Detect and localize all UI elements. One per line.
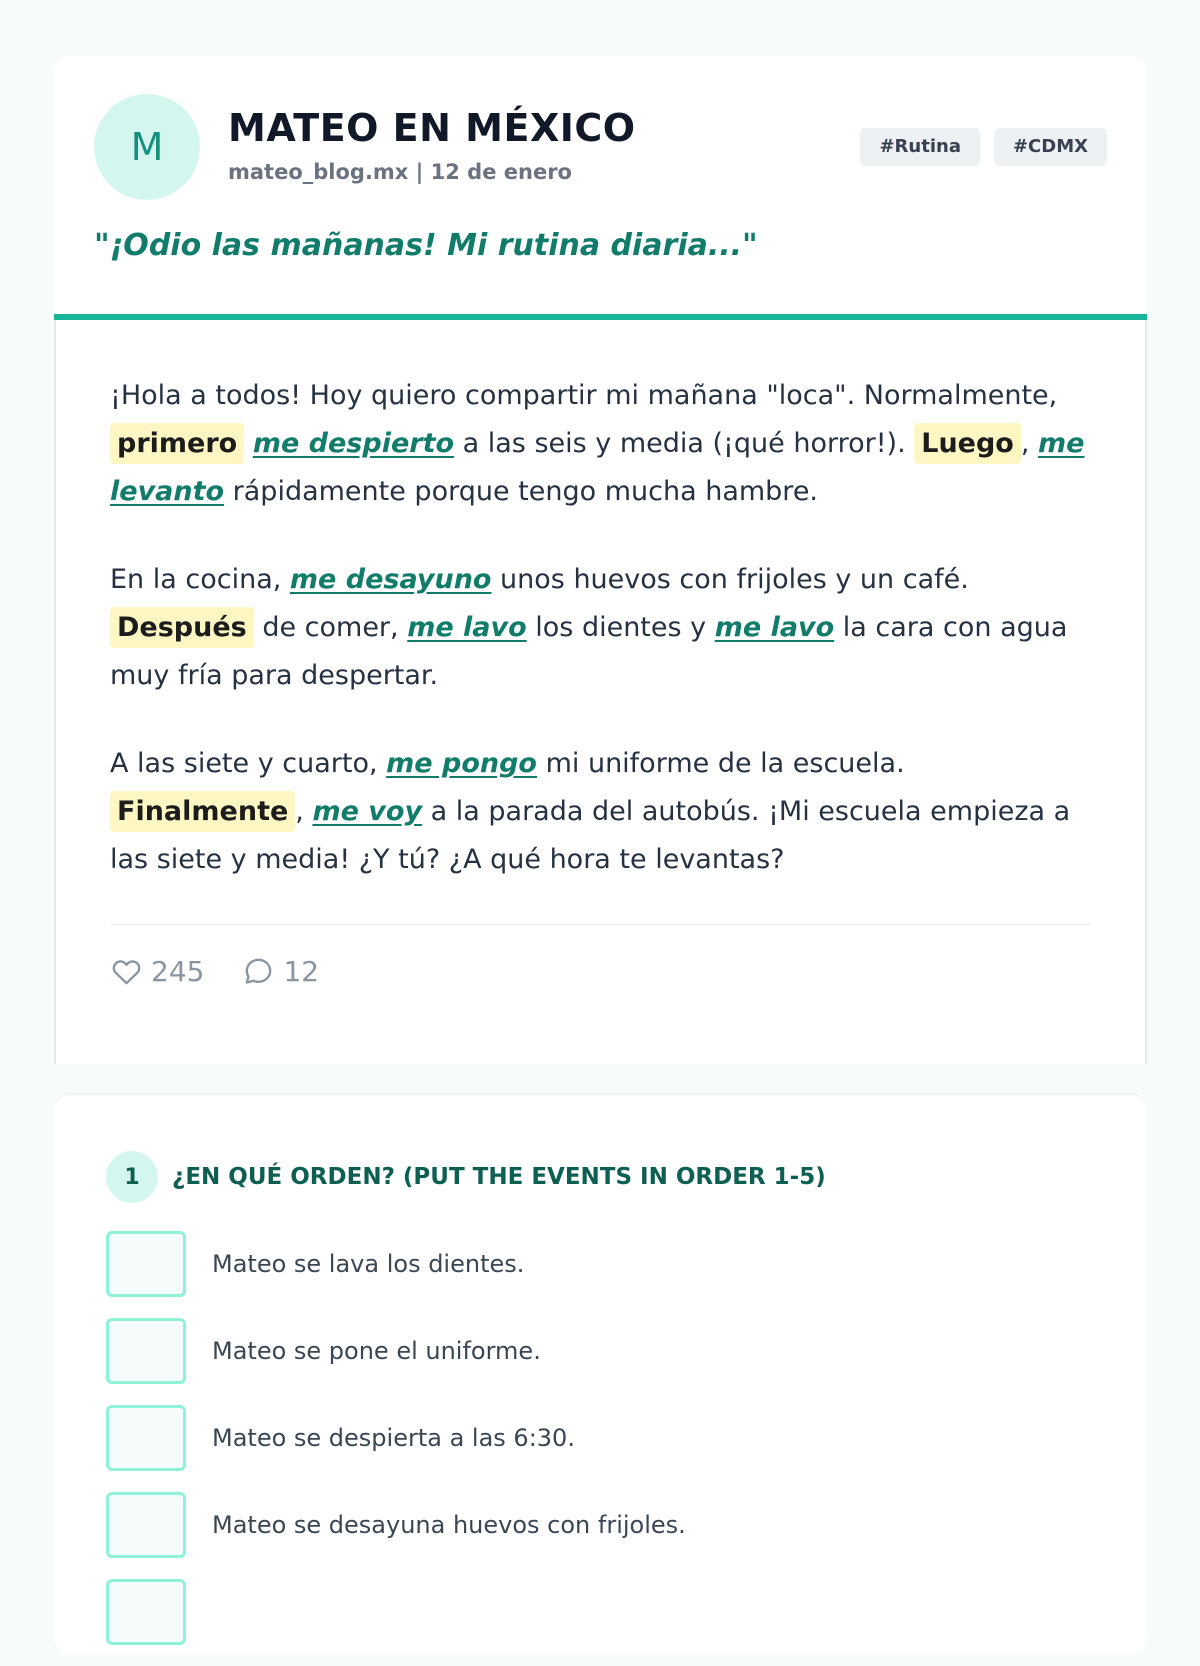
list-item [106, 1492, 686, 1558]
post-actions [110, 955, 1091, 988]
comment-button[interactable] [242, 955, 319, 988]
post-header [54, 56, 1147, 320]
text-span: ¡Hola a todos! Hoy quiero compartir mi mañana "loca". Normalmente, [110, 380, 1058, 411]
list-item [106, 1318, 686, 1384]
reflexive-verb-link[interactable]: me lavo [407, 612, 527, 643]
order-list [106, 1231, 686, 1666]
avatar[interactable]: M [94, 94, 200, 200]
order-input[interactable] [106, 1579, 186, 1645]
comment-bubble-icon [242, 955, 275, 988]
sequence-word: Después [110, 607, 254, 648]
item-text: Mateo se despierta a las 6:30. [212, 1424, 575, 1452]
order-input[interactable] [106, 1231, 186, 1297]
item-text: Mateo se pone el uniforme. [212, 1337, 541, 1365]
post-body [54, 320, 1147, 1064]
reflexive-verb-link[interactable]: me desayuno [289, 564, 492, 595]
heart-icon [110, 955, 143, 988]
text-span: unos huevos con frijoles y un café. [491, 564, 969, 595]
order-input[interactable] [106, 1405, 186, 1471]
post-divider [110, 924, 1091, 925]
reflexive-verb-link[interactable]: me pongo [386, 748, 537, 779]
like-button[interactable] [110, 955, 204, 988]
text-span: mi uniforme de la escuela. [536, 748, 905, 779]
question-number: 1 [106, 1151, 158, 1203]
tag-cdmx[interactable]: #CDMX [994, 128, 1107, 166]
text-span: a las seis y media (¡qué horror!). [454, 428, 915, 459]
paragraph [110, 556, 1091, 700]
sequence-word: Luego [914, 423, 1021, 464]
post-quote: "¡Odio las mañanas! Mi rutina diaria..." [94, 228, 758, 263]
text-span: a la parada del autobús. ¡Mi escuela empieza a las siete y media! ¿Y tú? ¿A qué hora te levantas? [110, 796, 1071, 875]
text-span: la cara con agua muy fría para despertar. [110, 612, 1068, 691]
tag-rutina[interactable]: #Rutina [860, 128, 980, 166]
reflexive-verb-link[interactable]: me despierto [252, 428, 455, 459]
question-heading [106, 1151, 826, 1203]
text-span: de comer, [253, 612, 408, 643]
text-span: rápidamente porque tengo mucha hambre. [224, 476, 819, 507]
blog-meta: mateo_blog.mx | 12 de enero [228, 160, 572, 184]
item-text: Mateo se desayuna huevos con frijoles. [212, 1511, 686, 1539]
like-count: 245 [151, 955, 205, 988]
quiz-card [54, 1093, 1147, 1653]
sequence-word: Finalmente [110, 791, 295, 832]
paragraph [110, 740, 1091, 884]
blog-title: MATEO EN MÉXICO [228, 106, 636, 150]
comment-count: 12 [283, 955, 320, 988]
blog-post-card [54, 56, 1147, 1064]
text-span: los dientes y [526, 612, 715, 643]
text-span: En la cocina, [110, 564, 290, 595]
text-span: , [1020, 428, 1039, 459]
text-span: , [295, 796, 313, 827]
tag-list [860, 128, 1107, 166]
reflexive-verb-link[interactable]: me levanto [110, 428, 1085, 507]
list-item [106, 1405, 686, 1471]
reflexive-verb-link[interactable]: me voy [312, 796, 423, 827]
sequence-word: primero [110, 423, 244, 464]
question-title: ¿EN QUÉ ORDEN? (PUT THE EVENTS IN ORDER 1-5) [172, 1164, 826, 1190]
text-span: A las siete y cuarto, [110, 748, 387, 779]
order-input[interactable] [106, 1318, 186, 1384]
order-input[interactable] [106, 1492, 186, 1558]
paragraph [110, 372, 1091, 516]
item-text: Mateo se lava los dientes. [212, 1250, 525, 1278]
list-item [106, 1231, 686, 1297]
list-item [106, 1579, 686, 1645]
reflexive-verb-link[interactable]: me lavo [714, 612, 835, 643]
text-span [244, 428, 253, 459]
